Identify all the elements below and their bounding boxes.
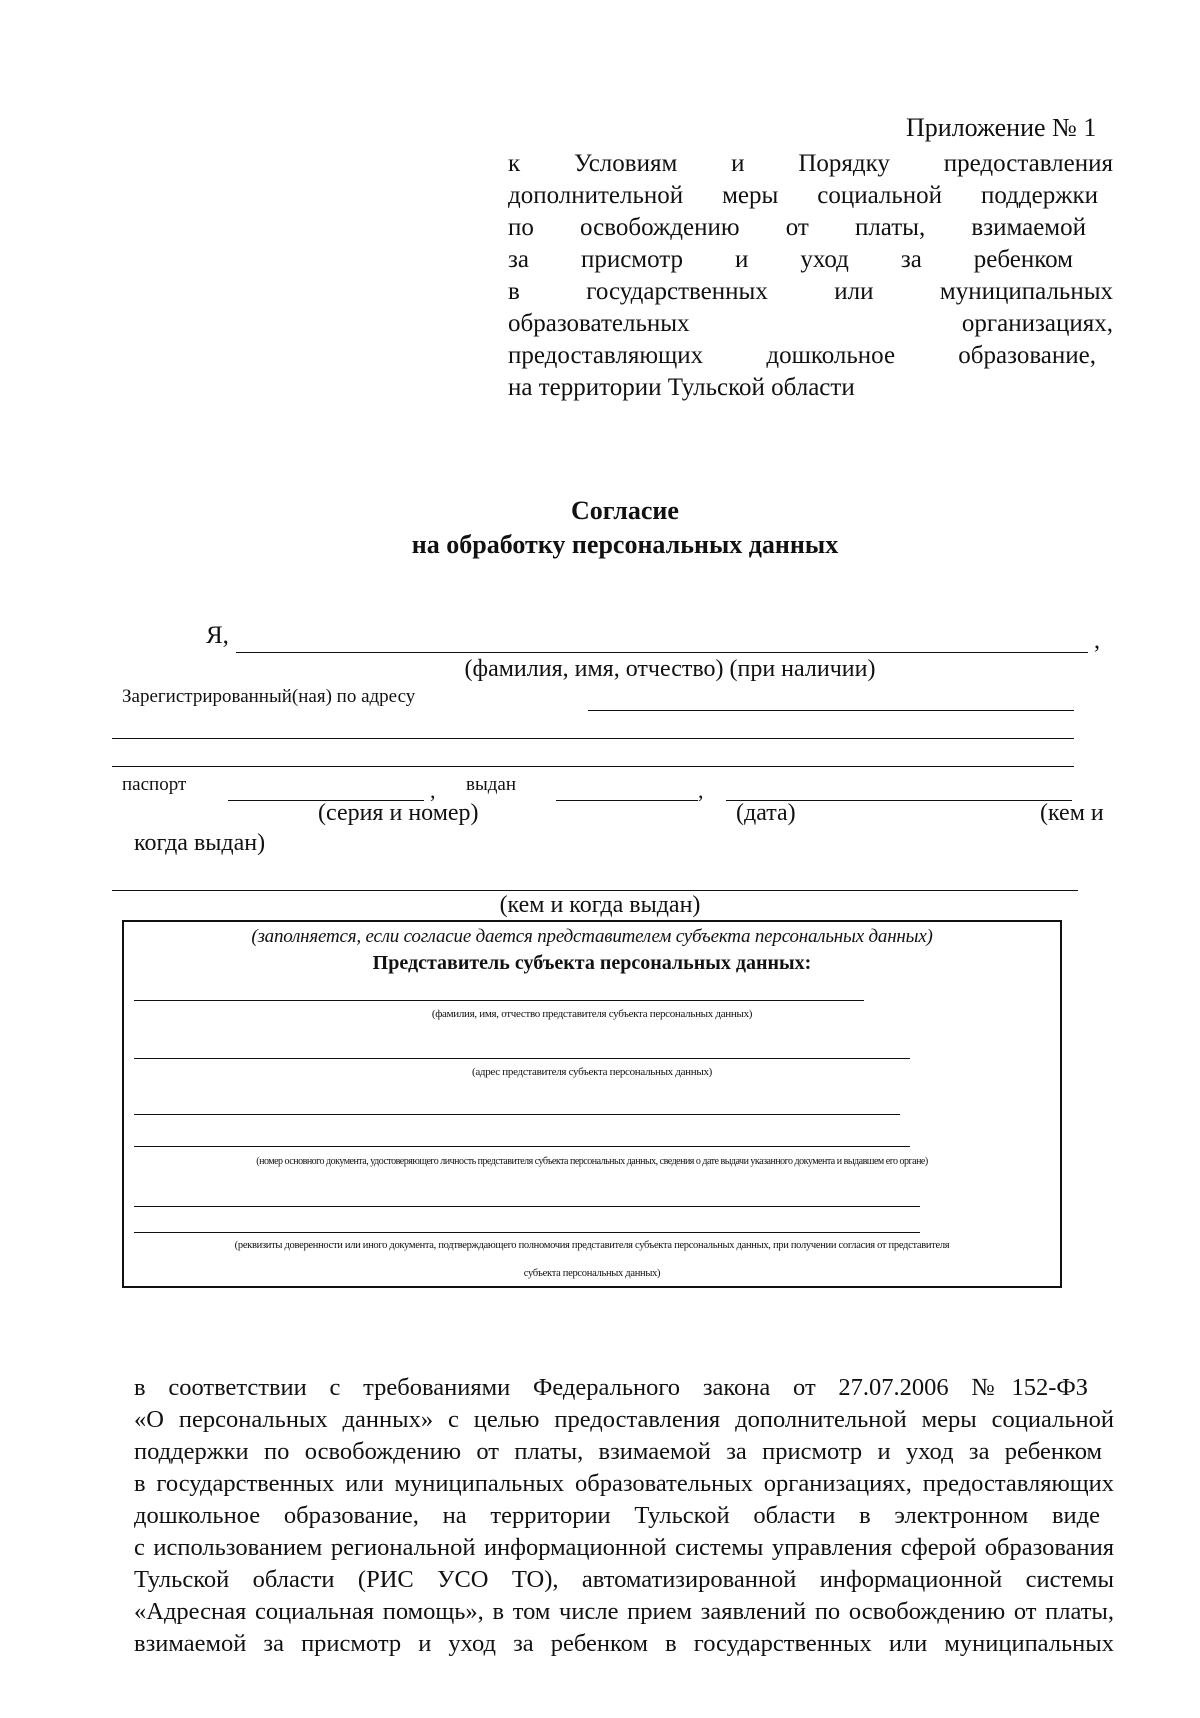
document-title (300, 494, 950, 562)
body-line: поддержки по освобождению от платы, взимаемой за присмотр и уход за ребенком (134, 1438, 1102, 1465)
body-line: Тульской области (РИС УСО ТО), автоматизированной информационной системы (134, 1566, 1114, 1593)
fio-field-line[interactable] (236, 652, 1088, 653)
rep-proxy-caption-1: (реквизиты доверенности или иного документа, подтверждающего полномочия представителя субъекта персональных данных, при получении согласия от представителя (234, 1240, 950, 1251)
body-line: взимаемой за присмотр и уход за ребенком в государственных или муниципальных (134, 1630, 1114, 1657)
representative-note: (заполняется, если согласие дается представителем субъекта персональных данных) (251, 926, 933, 947)
date-caption: (дата) (736, 800, 796, 826)
passport-comma: , (430, 778, 436, 803)
body-line: «Адресная социальная помощь», в том числе прием заявлений по освобождению от платы, (134, 1598, 1114, 1625)
title-line-1: Согласие (571, 496, 679, 525)
rep-address-caption: (адрес представителя субъекта персональных данных) (471, 1066, 713, 1078)
appendix-line: предоставляющих дошкольное образование, (508, 342, 1096, 369)
issue-date-field[interactable] (556, 800, 698, 801)
appendix-line: в государственных или муниципальных (508, 278, 1113, 305)
body-line: дошкольное образование, на территории Тульской области в электронном виде (134, 1502, 1100, 1529)
date-comma: , (698, 778, 704, 803)
issued-by-caption-end: когда выдан) (134, 830, 266, 856)
rep-proxy-caption-2: субъекта персональных данных) (523, 1268, 661, 1279)
body-line: с использованием региональной информационной системы управления сферой образования (134, 1534, 1114, 1561)
body-line: в соответствии с требованиями Федерального закона от 27.07.2006 №152-ФЗ (134, 1374, 1088, 1401)
consent-body (134, 1372, 1114, 1660)
address-field-line-1[interactable] (588, 710, 1074, 711)
rep-fio-line[interactable] (134, 1000, 864, 1001)
rep-proxy-line-2[interactable] (134, 1232, 920, 1233)
title-line-2: на обработку персональных данных (411, 530, 839, 559)
rep-address-line[interactable] (134, 1058, 910, 1059)
issued-by-full-line[interactable] (112, 890, 1078, 891)
body-line: в государственных или муниципальных образовательных организациях, предоставляющих (134, 1470, 1114, 1497)
rep-document-line-1[interactable] (134, 1114, 900, 1115)
address-field-line-2[interactable] (112, 738, 1074, 739)
rep-proxy-line-1[interactable] (134, 1206, 920, 1207)
issued-by-caption-start: (кем и (1040, 800, 1104, 826)
series-caption: (серия и номер) (318, 800, 479, 826)
rep-fio-caption: (фамилия, имя, отчество представителя субъекта персональных данных) (431, 1008, 753, 1020)
representative-box (122, 920, 1062, 1288)
rep-document-caption: (номер основного документа, удостоверяющего личность представителя субъекта персональных данных, сведения о дате выдачи указанного документа и выдавшем его органе) (256, 1156, 928, 1167)
issued-label: выдан (466, 774, 517, 795)
representative-heading: Представитель субъекта персональных данных: (372, 952, 812, 974)
appendix-line: за присмотр и уход за ребенком (508, 246, 1073, 273)
appendix-line: образовательных организациях, (508, 310, 1113, 337)
appendix-line: на территории Тульской области (508, 374, 855, 401)
rep-document-line-2[interactable] (134, 1146, 910, 1147)
issued-by-full-caption: (кем и когда выдан) (499, 892, 701, 918)
appendix-line: к Условиям и Порядку предоставления (508, 150, 1113, 177)
ya-label: Я, (206, 622, 229, 649)
fio-trailing-comma: , (1094, 628, 1100, 654)
appendix-number: Приложение № 1 (906, 113, 1097, 142)
fio-caption: (фамилия, имя, отчество) (при наличии) (464, 656, 876, 682)
registered-label: Зарегистрированный(ная) по адресу (122, 686, 416, 707)
body-line: «О персональных данных» с целью предоставления дополнительной меры социальной (134, 1406, 1114, 1433)
passport-label: паспорт (122, 774, 187, 795)
appendix-line: по освобождению от платы, взимаемой (508, 214, 1086, 241)
appendix-text (508, 148, 1113, 404)
appendix-line: дополнительной меры социальной поддержки (508, 182, 1098, 209)
address-field-line-3[interactable] (112, 766, 1074, 767)
